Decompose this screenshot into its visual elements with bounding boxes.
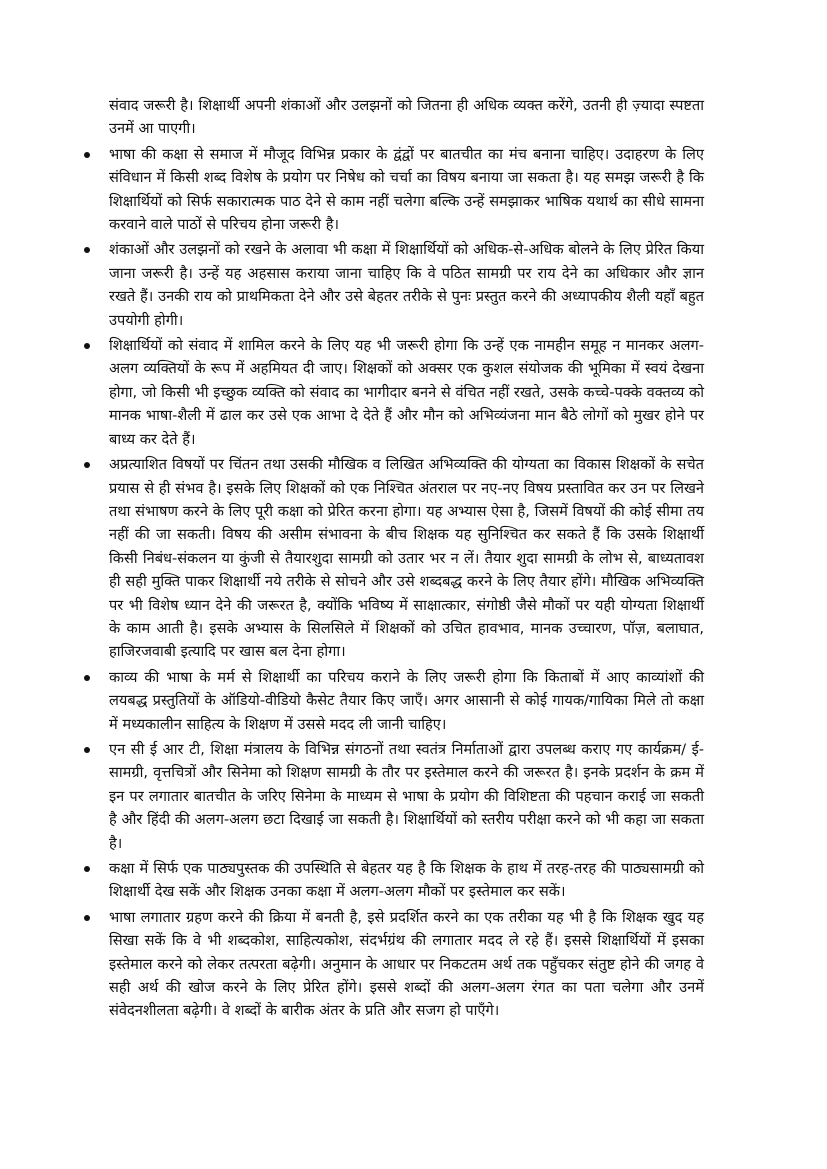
bullet-item [84, 453, 704, 664]
bullet-item [84, 143, 704, 237]
bullet-item [84, 666, 704, 736]
bullet-text: भाषा लगातार ग्रहण करने की क्रिया में बनती है, इसे प्रदर्शित करने का एक तरीका यह भी है कि शिक्षक खुद यह सिखा सकें कि वे भी शब्दकोश, साहित्यकोश, संदर्भग्रंथ की लगातार मदद ले रहे हैं। इससे शिक्षार्थियों में इसका इस्तेमाल करने को लेकर तत्परता बढ़ेगी। अनुमान के आधार पर निकटतम अर्थ तक पहुँचकर संतुष्ट होने की जगह वे सही अर्थ की खोज करने के लिए प्रेरित होंगे। इससे शब्दों की अलग-अलग रंगत का पता चलेगा और उनमें संवेदनशीलता बढ़ेगी। वे शब्दों के बारीक अंतर के प्रति और सजग हो पाएँगे। [109, 908, 704, 1020]
bullet-icon [84, 343, 90, 349]
bullet-icon [84, 915, 90, 921]
bullet-text: शंकाओं और उलझनों को रखने के अलावा भी कक्षा में शिक्षार्थियों को अधिक-से-अधिक बोलने के लिए प्रेरित किया जाना जरूरी है। उन्हें यह अहसास कराया जाना चाहिए कि वे पठित सामग्री पर राय देने का अधिकार और ज्ञान रखते हैं। उनकी राय को प्राथमिकता देने और उसे बेहतर तरीके से पुनः प्रस्तुत करने की अध्यापकीय शैली यहाँ बहुत उपयोगी होगी। [109, 241, 705, 329]
bullet-text: एन सी ई आर टी, शिक्षा मंत्रालय के विभिन्न संगठनों तथा स्वतंत्र निर्माताओं द्वारा उपलब्ध कराए गए कार्यक्रम/ ई-सामग्री, वृत्तचित्रों और सिनेमा को शिक्षण सामग्री के तौर पर इस्तेमाल करने की जरूरत है। इनके प्रदर्शन के क्रम में इन पर लगातार बातचीत के जरिए सिनेमा के माध्यम से भाषा के प्रयोग की विशिष्टता की पहचान कराई जा सकती है और हिंदी की अलग-अलग छटा दिखाई जा सकती है। शिक्षार्थियों को स्तरीय परीक्षा करने को भी कहा जा सकता है। [109, 740, 704, 852]
bullet-item [84, 738, 704, 855]
bullet-icon [84, 675, 90, 681]
continuation-paragraph: संवाद जरूरी है। शिक्षार्थी अपनी शंकाओं और उलझनों को जितना ही अधिक व्यक्त करेंगे, उतनी ही ज़्यादा स्पष्टता उनमें आ पाएगी। [109, 97, 704, 138]
bullet-icon [84, 747, 90, 753]
bullet-icon [84, 866, 90, 872]
bullet-item [84, 857, 704, 904]
bullet-text: भाषा की कक्षा से समाज में मौजूद विभिन्न प्रकार के द्वंद्वों पर बातचीत का मंच बनाना चाहिए। उदाहरण के लिए संविधान में किसी शब्द विशेष के प्रयोग पर निषेध को चर्चा का विषय बनाया जा सकता है। यह समझ जरूरी है कि शिक्षार्थियों को सिर्फ सकारात्मक पाठ देने से काम नहीं चलेगा बल्कि उन्हें समझाकर भाषिक यथार्थ का सीधे सामना करवाने वाले पाठों से परिचय होना जरूरी है। [109, 145, 704, 234]
bullet-text: कक्षा में सिर्फ एक पाठ्यपुस्तक की उपस्थिति से बेहतर यह है कि शिक्षक के हाथ में तरह-तरह की पाठ्यसामग्री को शिक्षार्थी देख सकें और शिक्षक उनका कक्षा में अलग-अलग मौकों पर इस्तेमाल कर सकें। [109, 860, 704, 901]
bullet-item [84, 906, 704, 1023]
bullet-text: शिक्षार्थियों को संवाद में शामिल करने के लिए यह भी जरूरी होगा कि उन्हें एक नामहीन समूह न मानकर अलग-अलग व्यक्तियों के रूप में अहमियत दी जाए। शिक्षकों को अक्सर एक कुशल संयोजक की भूमिका में स्वयं देखना होगा, जो किसी भी इच्छुक व्यक्ति को संवाद का भागीदार बनने से वंचित नहीं रखते, उसके कच्चे-पक्के वक्तव्य को मानक भाषा-शैली में ढाल कर उसे एक आभा दे देते हैं और मौन को अभिव्यंजना मान बैठे लोगों को मुखर होने पर बाध्य कर देते हैं। [109, 337, 704, 448]
bullet-icon [84, 462, 90, 468]
bullet-item [84, 334, 704, 451]
bullet-list [84, 143, 704, 1023]
bullet-icon [84, 247, 90, 253]
bullet-text: काव्य की भाषा के मर्म से शिक्षार्थी का परिचय कराने के लिए जरूरी होगा कि किताबों में आए काव्यांशों की लयबद्ध प्रस्तुतियों के ऑडियो-वीडियो कैसेट तैयार किए जाएँ। अगर आसानी से कोई गायक/गायिका मिले तो कक्षा में मध्यकालीन साहित्य के शिक्षण में उससे मदद ली जानी चाहिए। [109, 668, 704, 733]
bullet-item [84, 238, 704, 332]
bullet-icon [84, 152, 90, 158]
bullet-text: अप्रत्याशित विषयों पर चिंतन तथा उसकी मौखिक व लिखित अभिव्यक्ति की योग्यता का विकास शिक्षकों के सचेत प्रयास से ही संभव है। इसके लिए शिक्षकों को एक निश्चित अंतराल पर नए-नए विषय प्रस्तावित कर उन पर लिखने तथा संभाषण करने के लिए पूरी कक्षा को प्रेरित करना होगा। यह अभ्यास ऐसा है, जिसमें विषयों की कोई सीमा तय नहीं की जा सकती। विषय की असीम संभावना के बीच शिक्षक यह सुनिश्चित कर सकते हैं कि उसके शिक्षार्थी किसी निबंध-संकलन या कुंजी से तैयारशुदा सामग्री को उतार भर न लें। तैयार शुदा सामग्री के लोभ से, बाध्यतावश ही सही मुक्ति पाकर शिक्षार्थी नये तरीके से सोचने और उसे शब्दबद्ध करने के लिए तैयार होंगे। मौखिक अभिव्यक्ति पर भी विशेष ध्यान देने की जरूरत है, क्योंकि भविष्य में साक्षात्कार, संगोष्ठी जैसे मौकों पर यही योग्यता शिक्षार्थी के काम आती है। इसके अभ्यास के सिलसिले में शिक्षकों को उचित हावभाव, मानक उच्चारण, पॉज़, बलाघात, हाजिरजवाबी इत्यादि पर खास बल देना होगा। [109, 456, 704, 661]
document-body [84, 94, 704, 1023]
